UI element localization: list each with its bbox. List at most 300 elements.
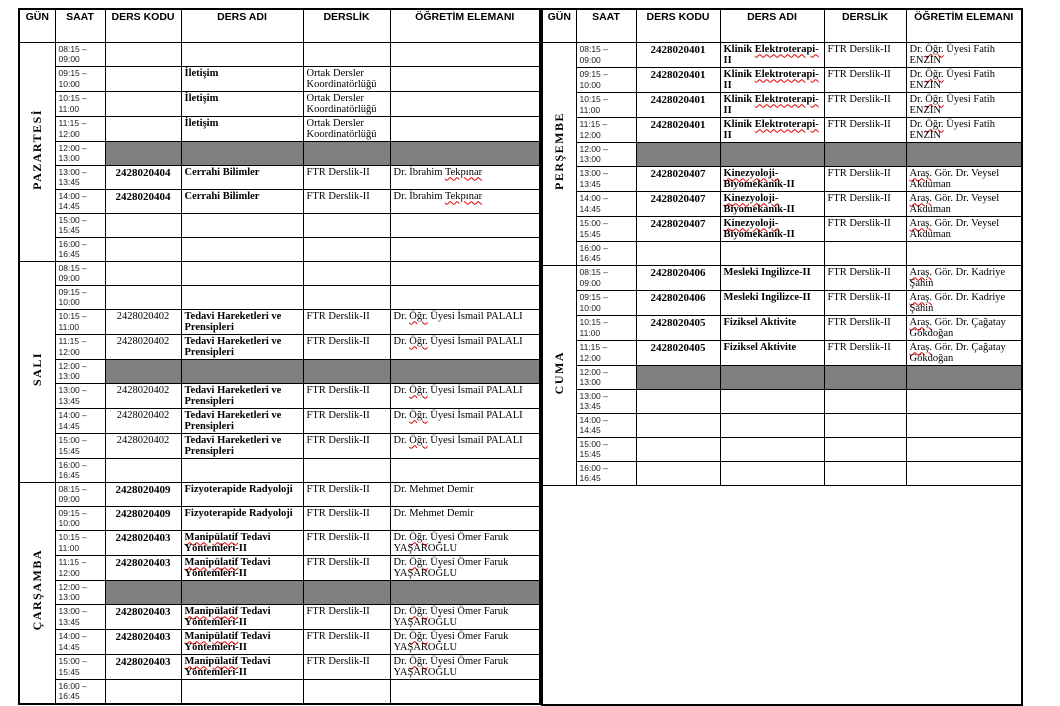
time-end: 14:45 bbox=[579, 425, 601, 435]
time-end: 14:45 bbox=[58, 641, 80, 652]
course-name-cell: Manipülatif Tedavi Yöntemleri-II bbox=[181, 604, 303, 629]
instructor-cell bbox=[390, 237, 540, 261]
time-cell bbox=[576, 389, 636, 413]
time-slot-row bbox=[19, 433, 540, 458]
lunch-break-cell bbox=[636, 365, 720, 389]
time-end: 10:00 bbox=[58, 297, 80, 307]
time-start: 09:15 – bbox=[58, 68, 87, 78]
instructor-cell: Dr. Öğr. Üyesi Ömer Faruk YAŞAROĞLU bbox=[390, 629, 540, 654]
classroom-cell: FTR Derslik-II bbox=[303, 555, 390, 580]
lunch-break-cell bbox=[303, 141, 390, 165]
course-code-cell: 2428020407 bbox=[636, 216, 720, 241]
time-slot-row bbox=[19, 383, 540, 408]
instructor-cell bbox=[906, 241, 1022, 265]
time-end: 10:00 bbox=[579, 79, 601, 90]
time-start: 08:15 – bbox=[58, 483, 87, 494]
classroom-cell: FTR Derslik-II bbox=[303, 629, 390, 654]
time-start: 14:00 – bbox=[58, 190, 87, 201]
time-cell bbox=[55, 91, 105, 116]
classroom-cell: FTR Derslik-II bbox=[824, 117, 906, 142]
course-code-cell bbox=[105, 458, 181, 482]
time-slot-row bbox=[19, 482, 540, 506]
misspelling-underline: Elektroterapi- bbox=[754, 118, 819, 130]
time-cell bbox=[576, 67, 636, 92]
misspelling-underline: Öğr. bbox=[409, 556, 428, 568]
time-end: 14:45 bbox=[58, 420, 80, 431]
time-start: 15:00 – bbox=[58, 435, 87, 445]
course-name-cell: Kinezyoloji-Biyomekanik-II bbox=[720, 216, 824, 241]
time-start: 09:15 – bbox=[579, 292, 608, 302]
time-slot-row bbox=[542, 92, 1022, 117]
time-start: 10:15 – bbox=[579, 94, 608, 104]
course-name-cell: İletişim bbox=[181, 116, 303, 141]
time-end: 16:45 bbox=[58, 691, 80, 701]
course-name-cell: Kinezyoloji-Biyomekanik-II bbox=[720, 191, 824, 216]
course-code-cell: 2428020402 bbox=[105, 433, 181, 458]
day-label: SALI bbox=[29, 351, 44, 386]
instructor-cell: Dr. Öğr. Üyesi İsmail PALALI bbox=[390, 334, 540, 359]
time-start: 11:15 – bbox=[58, 557, 87, 567]
time-start: 12:00 – bbox=[58, 360, 87, 371]
time-cell bbox=[55, 334, 105, 359]
time-start: 16:00 – bbox=[58, 680, 87, 691]
course-name-cell: Mesleki Ingilizce-II bbox=[720, 265, 824, 290]
time-slot-row bbox=[19, 285, 540, 309]
time-slot-row bbox=[542, 437, 1022, 461]
course-name-cell bbox=[720, 413, 824, 437]
misspelling-underline: Araş. bbox=[909, 341, 932, 353]
classroom-cell: FTR Derslik-II bbox=[303, 482, 390, 506]
column-header-saat: SAAT bbox=[55, 9, 105, 42]
time-slot-row bbox=[19, 116, 540, 141]
course-name-cell: Fizyoterapide Radyoloji bbox=[181, 506, 303, 530]
time-slot-row bbox=[19, 141, 540, 165]
time-cell bbox=[55, 66, 105, 91]
instructor-cell: Dr. Öğr. Üyesi Fatih ENZİN bbox=[906, 117, 1022, 142]
time-cell bbox=[55, 629, 105, 654]
column-header-derslik: DERSLİK bbox=[303, 9, 390, 42]
time-start: 10:15 – bbox=[58, 311, 87, 321]
course-code-cell: 2428020403 bbox=[105, 530, 181, 555]
time-start: 12:00 – bbox=[579, 366, 608, 377]
misspelling-underline: Öğr. bbox=[925, 93, 944, 105]
day-label: CUMA bbox=[551, 350, 566, 395]
lunch-break-cell bbox=[906, 142, 1022, 166]
course-code-cell: 2428020409 bbox=[105, 506, 181, 530]
misspelling-underline: Manipülatif bbox=[184, 556, 239, 568]
lunch-break-cell bbox=[390, 141, 540, 165]
time-start: 13:00 – bbox=[58, 606, 87, 616]
timetable-right-half bbox=[541, 8, 1023, 706]
course-name-cell bbox=[181, 261, 303, 285]
time-cell bbox=[55, 213, 105, 237]
classroom-cell: FTR Derslik-II bbox=[824, 265, 906, 290]
course-code-cell: 2428020404 bbox=[105, 165, 181, 189]
time-slot-row bbox=[542, 365, 1022, 389]
course-code-cell bbox=[105, 66, 181, 91]
classroom-cell: FTR Derslik-II bbox=[824, 340, 906, 365]
time-slot-row bbox=[542, 42, 1022, 67]
instructor-cell: Araş. Gör. Dr. Kadriye Şahin bbox=[906, 265, 1022, 290]
time-cell bbox=[55, 408, 105, 433]
time-cell bbox=[576, 191, 636, 216]
course-name-cell: Klinik Elektroterapi-II bbox=[720, 92, 824, 117]
time-cell bbox=[576, 166, 636, 191]
time-end: 16:45 bbox=[58, 249, 80, 259]
course-code-cell: 2428020401 bbox=[636, 117, 720, 142]
time-start: 08:15 – bbox=[579, 44, 608, 54]
course-name-cell bbox=[181, 237, 303, 261]
time-cell bbox=[55, 679, 105, 704]
course-code-cell bbox=[105, 116, 181, 141]
time-cell bbox=[576, 413, 636, 437]
misspelling-underline: Araş. bbox=[909, 192, 932, 204]
misspelling-underline: Tekpınar bbox=[444, 166, 483, 178]
misspelling-underline: Araş. bbox=[909, 167, 932, 179]
lunch-break-cell bbox=[181, 359, 303, 383]
time-slot-row bbox=[19, 359, 540, 383]
instructor-cell: Araş. Gör. Dr. Veysel Akduman bbox=[906, 191, 1022, 216]
course-name-cell bbox=[181, 458, 303, 482]
instructor-cell: Araş. Gör. Dr. Veysel Akduman bbox=[906, 216, 1022, 241]
time-slot-row bbox=[19, 334, 540, 359]
course-code-cell bbox=[105, 679, 181, 704]
classroom-cell bbox=[303, 679, 390, 704]
column-header-gun: GÜN bbox=[542, 9, 576, 42]
time-end: 16:45 bbox=[579, 473, 601, 483]
time-start: 12:00 – bbox=[579, 143, 608, 154]
misspelling-underline: Öğr. bbox=[925, 118, 944, 130]
classroom-cell: FTR Derslik-II bbox=[824, 290, 906, 315]
day-label: PERŞEMBE bbox=[551, 111, 566, 190]
misspelling-underline: Elektroterapi- bbox=[754, 43, 819, 55]
time-start: 16:00 – bbox=[579, 242, 608, 253]
time-slot-row bbox=[19, 213, 540, 237]
time-end: 13:00 bbox=[58, 153, 80, 163]
time-cell bbox=[55, 555, 105, 580]
day-cell bbox=[542, 265, 576, 485]
time-start: 15:00 – bbox=[579, 438, 608, 449]
course-name-cell: Klinik Elektroterapi-II bbox=[720, 42, 824, 67]
time-end: 13:00 bbox=[58, 371, 80, 381]
time-end: 09:00 bbox=[579, 277, 601, 288]
time-end: 15:45 bbox=[58, 225, 80, 235]
misspelling-underline: Öğr. bbox=[925, 68, 944, 80]
time-slot-row bbox=[19, 237, 540, 261]
course-name-cell: Mesleki Ingilizce-II bbox=[720, 290, 824, 315]
time-cell bbox=[55, 433, 105, 458]
time-start: 10:15 – bbox=[58, 532, 87, 542]
instructor-cell bbox=[390, 285, 540, 309]
instructor-cell: Araş. Gör. Dr. Veysel Akduman bbox=[906, 166, 1022, 191]
course-code-cell: 2428020404 bbox=[105, 189, 181, 213]
time-start: 13:00 – bbox=[58, 385, 87, 395]
day-cell bbox=[19, 42, 55, 261]
lunch-break-cell bbox=[906, 365, 1022, 389]
course-code-cell bbox=[636, 413, 720, 437]
instructor-cell: Dr. Öğr. Üyesi Ömer Faruk YAŞAROĞLU bbox=[390, 530, 540, 555]
time-slot-row bbox=[542, 413, 1022, 437]
lunch-break-cell bbox=[303, 359, 390, 383]
time-cell bbox=[55, 141, 105, 165]
time-start: 11:15 – bbox=[579, 119, 608, 129]
instructor-cell bbox=[906, 413, 1022, 437]
instructor-cell: Dr. Öğr. Üyesi İsmail PALALI bbox=[390, 433, 540, 458]
time-start: 10:15 – bbox=[579, 317, 608, 327]
course-code-cell: 2428020406 bbox=[636, 290, 720, 315]
lunch-break-cell bbox=[105, 580, 181, 604]
time-start: 12:00 – bbox=[58, 142, 87, 153]
time-cell bbox=[576, 340, 636, 365]
time-end: 10:00 bbox=[579, 302, 601, 313]
time-end: 15:45 bbox=[58, 666, 80, 677]
time-end: 13:00 bbox=[579, 154, 601, 164]
course-name-cell: Fiziksel Aktivite bbox=[720, 315, 824, 340]
time-cell bbox=[55, 383, 105, 408]
instructor-cell: Dr. İbrahim Tekpınar bbox=[390, 165, 540, 189]
time-start: 11:15 – bbox=[58, 336, 87, 346]
classroom-cell: FTR Derslik-II bbox=[303, 165, 390, 189]
time-cell bbox=[576, 315, 636, 340]
instructor-cell: Dr. İbrahim Tekpınar bbox=[390, 189, 540, 213]
time-slot-row bbox=[19, 555, 540, 580]
time-start: 16:00 – bbox=[579, 462, 608, 473]
course-code-cell: 2428020402 bbox=[105, 334, 181, 359]
time-slot-row bbox=[19, 66, 540, 91]
instructor-cell: Araş. Gör. Dr. Çağatay Gökdoğan bbox=[906, 340, 1022, 365]
instructor-cell: Araş. Gör. Dr. Kadriye Şahin bbox=[906, 290, 1022, 315]
lunch-break-cell bbox=[105, 359, 181, 383]
time-end: 12:00 bbox=[58, 567, 80, 578]
empty-block-row bbox=[542, 485, 1022, 705]
header-row bbox=[19, 9, 540, 42]
time-end: 09:00 bbox=[58, 273, 80, 283]
course-name-cell: Tedavi Hareketleri ve Prensipleri bbox=[181, 309, 303, 334]
classroom-cell bbox=[303, 213, 390, 237]
time-start: 11:15 – bbox=[579, 342, 608, 352]
instructor-cell: Dr. Öğr. Üyesi Ömer Faruk YAŞAROĞLU bbox=[390, 654, 540, 679]
time-slot-row bbox=[19, 189, 540, 213]
time-end: 13:00 bbox=[579, 377, 601, 387]
time-slot-row bbox=[19, 165, 540, 189]
instructor-cell bbox=[906, 389, 1022, 413]
column-header-ders-kodu: DERS KODU bbox=[636, 9, 720, 42]
column-header-ogretim-elemani: ÖĞRETİM ELEMANI bbox=[390, 9, 540, 42]
instructor-cell: Araş. Gör. Dr. Çağatay Gökdoğan bbox=[906, 315, 1022, 340]
course-name-cell: Fiziksel Aktivite bbox=[720, 340, 824, 365]
misspelling-underline: Öğr. bbox=[409, 605, 428, 617]
time-cell bbox=[55, 458, 105, 482]
day-cell bbox=[542, 42, 576, 265]
classroom-cell: FTR Derslik-II bbox=[824, 216, 906, 241]
time-start: 09:15 – bbox=[579, 69, 608, 79]
course-code-cell: 2428020403 bbox=[105, 604, 181, 629]
time-start: 11:15 – bbox=[58, 118, 87, 128]
course-code-cell bbox=[105, 237, 181, 261]
classroom-cell: FTR Derslik-II bbox=[303, 433, 390, 458]
instructor-cell bbox=[390, 679, 540, 704]
time-end: 15:45 bbox=[58, 445, 80, 456]
time-start: 13:00 – bbox=[579, 168, 608, 178]
classroom-cell bbox=[303, 285, 390, 309]
misspelling-underline: Araş. bbox=[909, 316, 932, 328]
lunch-break-cell bbox=[636, 142, 720, 166]
misspelling-underline: Kinezyoloji- bbox=[723, 167, 779, 179]
time-end: 09:00 bbox=[58, 494, 80, 504]
time-slot-row bbox=[19, 261, 540, 285]
classroom-cell: FTR Derslik-II bbox=[303, 309, 390, 334]
lunch-break-cell bbox=[390, 359, 540, 383]
instructor-cell: Dr. Öğr. Üyesi İsmail PALALI bbox=[390, 309, 540, 334]
time-end: 15:45 bbox=[579, 228, 601, 239]
time-start: 12:00 – bbox=[58, 581, 87, 592]
time-end: 12:00 bbox=[58, 128, 80, 139]
timetable-tables bbox=[18, 8, 1023, 706]
course-code-cell: 2428020401 bbox=[636, 67, 720, 92]
classroom-cell bbox=[824, 389, 906, 413]
time-cell bbox=[576, 265, 636, 290]
misspelling-underline: Elektroterapi- bbox=[754, 68, 819, 80]
time-start: 08:15 – bbox=[58, 262, 87, 273]
course-code-cell: 2428020405 bbox=[636, 340, 720, 365]
time-cell bbox=[55, 116, 105, 141]
time-end: 12:00 bbox=[579, 129, 601, 140]
instructor-cell bbox=[390, 458, 540, 482]
time-slot-row bbox=[19, 629, 540, 654]
course-code-cell: 2428020403 bbox=[105, 629, 181, 654]
column-header-ogretim-elemani: ÖĞRETİM ELEMANI bbox=[906, 9, 1022, 42]
time-start: 08:15 – bbox=[579, 267, 608, 277]
classroom-cell: FTR Derslik-II bbox=[303, 506, 390, 530]
instructor-cell: Dr. Öğr. Üyesi İsmail PALALI bbox=[390, 383, 540, 408]
time-cell bbox=[576, 365, 636, 389]
timetable-left-half bbox=[18, 8, 541, 705]
time-start: 15:00 – bbox=[58, 214, 87, 225]
time-end: 13:45 bbox=[58, 395, 80, 406]
instructor-cell: Dr. Öğr. Üyesi İsmail PALALI bbox=[390, 408, 540, 433]
instructor-cell bbox=[906, 461, 1022, 485]
instructor-cell: Dr. Öğr. Üyesi Fatih ENZİN bbox=[906, 42, 1022, 67]
classroom-cell bbox=[303, 42, 390, 66]
course-name-cell: Tedavi Hareketleri ve Prensipleri bbox=[181, 383, 303, 408]
time-cell bbox=[55, 42, 105, 66]
course-name-cell: Manipülatif Tedavi Yöntemleri-II bbox=[181, 530, 303, 555]
instructor-cell bbox=[390, 42, 540, 66]
instructor-cell bbox=[390, 91, 540, 116]
lunch-break-cell bbox=[720, 142, 824, 166]
time-cell bbox=[55, 580, 105, 604]
column-header-gun: GÜN bbox=[19, 9, 55, 42]
misspelling-underline: Öğr. bbox=[409, 335, 428, 347]
classroom-cell bbox=[303, 261, 390, 285]
time-end: 09:00 bbox=[579, 54, 601, 65]
time-start: 10:15 – bbox=[58, 93, 87, 103]
column-header-ders-kodu: DERS KODU bbox=[105, 9, 181, 42]
time-slot-row bbox=[19, 506, 540, 530]
course-code-cell: 2428020401 bbox=[636, 42, 720, 67]
course-code-cell: 2428020402 bbox=[105, 408, 181, 433]
misspelling-underline: Manipülatif bbox=[184, 605, 239, 617]
instructor-cell bbox=[906, 437, 1022, 461]
course-name-cell bbox=[720, 461, 824, 485]
time-cell bbox=[55, 654, 105, 679]
classroom-cell bbox=[303, 237, 390, 261]
course-code-cell: 2428020406 bbox=[636, 265, 720, 290]
classroom-cell: Ortak Dersler Koordinatörlüğü bbox=[303, 116, 390, 141]
misspelling-underline: Öğr. bbox=[409, 310, 428, 322]
time-slot-row bbox=[542, 166, 1022, 191]
classroom-cell: FTR Derslik-II bbox=[824, 191, 906, 216]
misspelling-underline: Öğr. bbox=[409, 655, 428, 667]
course-name-cell bbox=[181, 42, 303, 66]
time-start: 14:00 – bbox=[58, 410, 87, 420]
classroom-cell: FTR Derslik-II bbox=[824, 315, 906, 340]
header-row bbox=[542, 9, 1022, 42]
course-code-cell bbox=[105, 42, 181, 66]
course-name-cell: Klinik Elektroterapi-II bbox=[720, 67, 824, 92]
time-start: 14:00 – bbox=[579, 193, 608, 203]
classroom-cell: FTR Derslik-II bbox=[303, 530, 390, 555]
classroom-cell: FTR Derslik-II bbox=[303, 334, 390, 359]
time-end: 16:45 bbox=[579, 253, 601, 263]
course-name-cell: Tedavi Hareketleri ve Prensipleri bbox=[181, 433, 303, 458]
time-cell bbox=[55, 530, 105, 555]
course-code-cell bbox=[105, 91, 181, 116]
misspelling-underline: Öğr. bbox=[925, 43, 944, 55]
time-end: 11:00 bbox=[58, 103, 80, 114]
misspelling-underline: Öğr. bbox=[409, 409, 428, 421]
course-name-cell: Manipülatif Tedavi Yöntemleri-II bbox=[181, 654, 303, 679]
course-name-cell: Kinezyoloji-Biyomekanik-II bbox=[720, 166, 824, 191]
time-cell bbox=[55, 359, 105, 383]
course-code-cell: 2428020405 bbox=[636, 315, 720, 340]
time-slot-row bbox=[542, 241, 1022, 265]
classroom-cell: FTR Derslik-II bbox=[303, 189, 390, 213]
column-header-ders-adi: DERS ADI bbox=[720, 9, 824, 42]
course-name-cell: İletişim bbox=[181, 66, 303, 91]
time-end: 13:45 bbox=[579, 401, 601, 411]
time-cell bbox=[576, 290, 636, 315]
classroom-cell: FTR Derslik-II bbox=[824, 42, 906, 67]
misspelling-underline: Öğr. bbox=[409, 384, 428, 396]
misspelling-underline: Araş. bbox=[909, 291, 932, 303]
classroom-cell: FTR Derslik-II bbox=[303, 408, 390, 433]
course-code-cell: 2428020407 bbox=[636, 166, 720, 191]
misspelling-underline: Öğr. bbox=[409, 630, 428, 642]
time-start: 14:00 – bbox=[579, 414, 608, 425]
time-start: 14:00 – bbox=[58, 631, 87, 641]
classroom-cell: FTR Derslik-II bbox=[824, 92, 906, 117]
classroom-cell: FTR Derslik-II bbox=[303, 383, 390, 408]
misspelling-underline: Tekpınar bbox=[444, 190, 483, 202]
time-end: 11:00 bbox=[58, 542, 80, 553]
time-slot-row bbox=[542, 67, 1022, 92]
instructor-cell: Dr. Öğr. Üyesi Fatih ENZİN bbox=[906, 92, 1022, 117]
day-cell bbox=[19, 482, 55, 704]
empty-block-cell bbox=[542, 485, 1022, 705]
course-code-cell bbox=[105, 213, 181, 237]
day-label: ÇARŞAMBA bbox=[29, 549, 44, 631]
time-cell bbox=[55, 309, 105, 334]
instructor-cell: Dr. Mehmet Demir bbox=[390, 506, 540, 530]
course-name-cell: Tedavi Hareketleri ve Prensipleri bbox=[181, 408, 303, 433]
time-slot-row bbox=[542, 461, 1022, 485]
time-end: 12:00 bbox=[58, 346, 80, 357]
course-name-cell bbox=[720, 241, 824, 265]
course-name-cell: İletişim bbox=[181, 91, 303, 116]
lunch-break-cell bbox=[181, 141, 303, 165]
time-cell bbox=[55, 237, 105, 261]
